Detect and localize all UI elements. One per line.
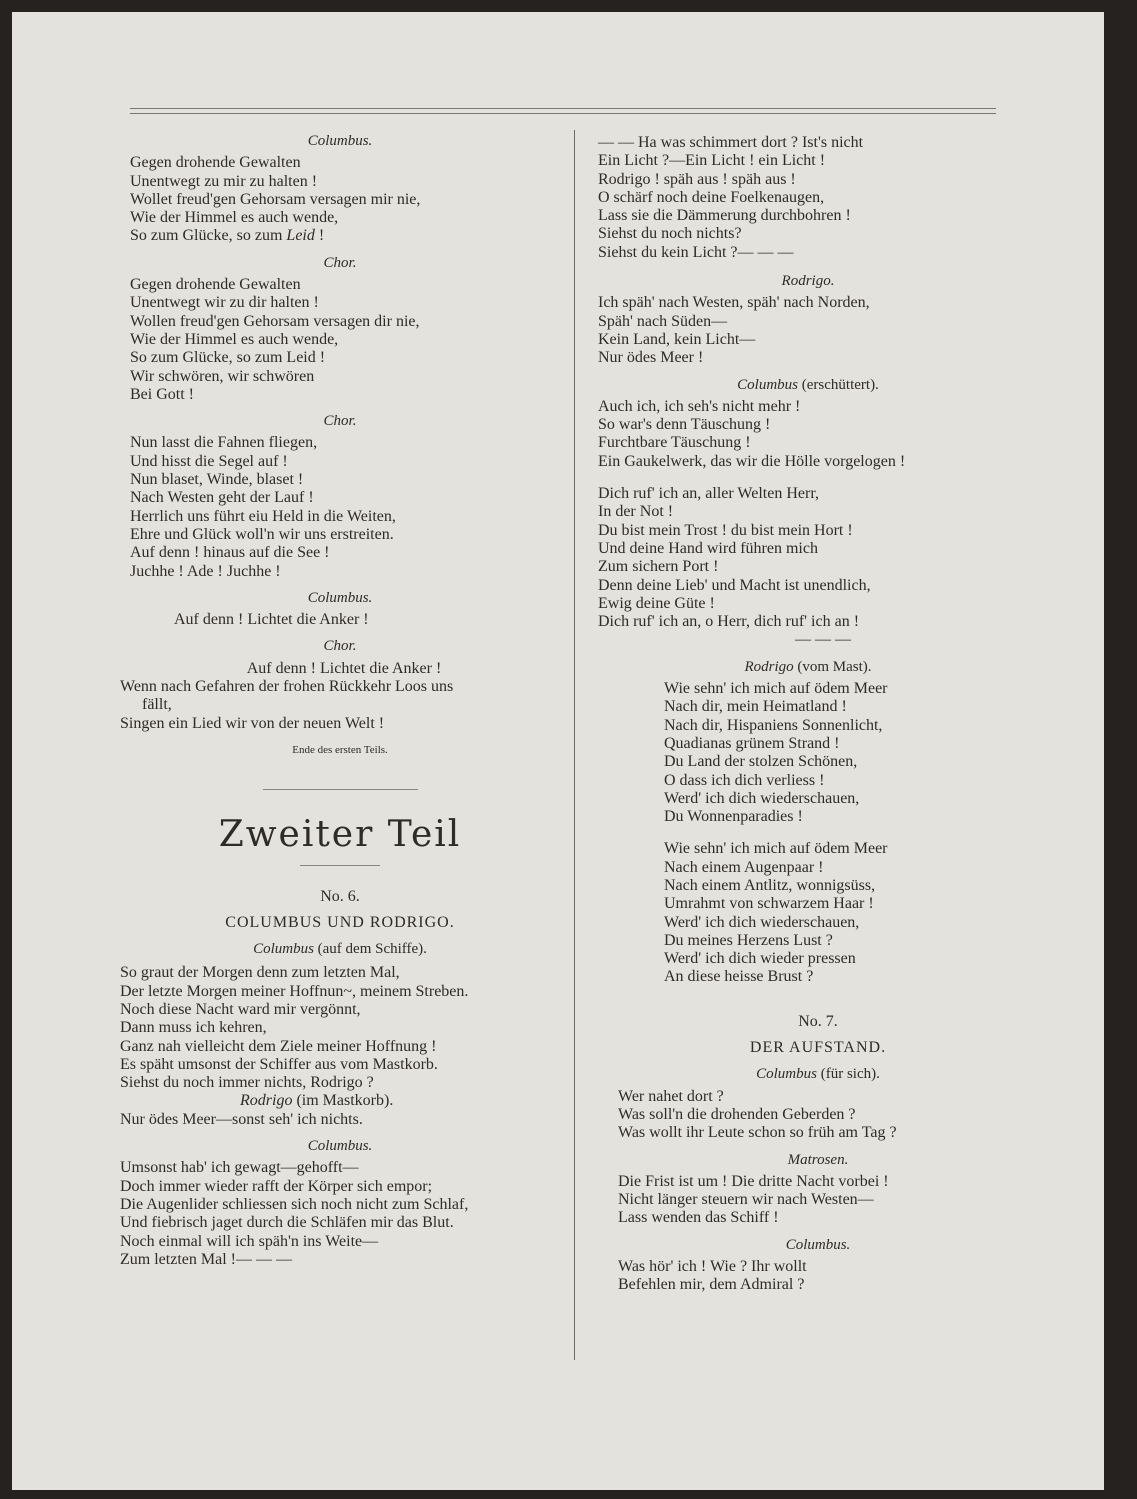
speaker-label: Chor. bbox=[323, 254, 357, 271]
verse-line: Herrlich uns führt eiu Held in die Weiten, bbox=[130, 507, 396, 525]
verse-line: So zum Glücke, so zum Leid ! bbox=[130, 349, 326, 367]
verse-line: Befehlen mir, dem Admiral ? bbox=[618, 1276, 805, 1294]
verse-line: Die Augenlider schliessen sich noch nicht zum Schlaf, bbox=[120, 1195, 469, 1213]
verse-line: Du bist mein Trost ! du bist mein Hort ! bbox=[598, 521, 853, 539]
speaker-label: Rodrigo. bbox=[781, 273, 835, 290]
verse bbox=[120, 1159, 560, 1269]
part-title: Zweiter Teil bbox=[218, 814, 462, 856]
verse-line: O schärf noch deine Foelkenaugen, bbox=[598, 188, 825, 206]
verse-line: Wollet freud'gen Gehorsam versagen mir nie, bbox=[130, 190, 421, 208]
verse-line: Nach einem Augenpaar ! bbox=[664, 858, 824, 876]
verse-line: Nun lasst die Fahnen fliegen, bbox=[130, 434, 318, 452]
verse-line: An diese heisse Brust ? bbox=[664, 968, 814, 986]
speaker-label: Columbus. bbox=[307, 133, 373, 149]
verse-line: Singen ein Lied wir von der neuen Welt ! bbox=[120, 714, 385, 732]
verse-line: So zum Glücke, so zum Leid ! bbox=[130, 227, 325, 245]
section-heading: DER AUFSTAND. bbox=[749, 1039, 887, 1057]
verse-line: Nur ödes Meer ! bbox=[598, 349, 704, 367]
verse-line: Unentwegt zu mir zu halten ! bbox=[130, 172, 318, 190]
verse-line: Wir schwören, wir schwören bbox=[130, 367, 315, 385]
verse-line: Auf denn ! hinaus auf die See ! bbox=[130, 544, 330, 562]
verse-line: Noch einmal will ich späh'n ins Weite— bbox=[120, 1232, 379, 1250]
verse bbox=[598, 398, 1018, 471]
verse bbox=[120, 276, 560, 404]
speaker-label: Columbus. bbox=[307, 1138, 373, 1155]
verse-line: Späh' nach Süden— bbox=[598, 312, 728, 330]
verse-line: Rodrigo (im Mastkorb). bbox=[240, 1092, 394, 1110]
number-heading: No. 7. bbox=[798, 1012, 838, 1030]
speaker-label: Columbus (erschüttert). bbox=[737, 376, 879, 393]
verse bbox=[598, 294, 1018, 367]
speaker-label: Chor. bbox=[323, 638, 357, 655]
verse-line: Rodrigo ! späh aus ! späh aus ! bbox=[598, 170, 796, 188]
verse-line: Was hör' ich ! Wie ? Ihr wollt bbox=[618, 1258, 807, 1276]
verse-line: Wie sehn' ich mich auf ödem Meer bbox=[664, 840, 888, 858]
verse-line: In der Not ! bbox=[598, 503, 674, 521]
stanza-gap bbox=[598, 471, 1018, 485]
page bbox=[12, 12, 1104, 1490]
verse-line: Dich ruf' ich an, aller Welten Herr, bbox=[598, 485, 820, 503]
verse-line: Wie der Himmel es auch wende, bbox=[130, 209, 339, 227]
verse-line: Bei Gott ! bbox=[130, 385, 194, 403]
verse bbox=[120, 964, 560, 1129]
verse-line: — — Ha was schimmert dort ? Ist's nicht bbox=[598, 134, 864, 151]
verse-line: Ein Licht ?—Ein Licht ! ein Licht ! bbox=[598, 152, 826, 170]
verse-line: Du Land der stolzen Schönen, bbox=[664, 753, 858, 771]
speaker-label: Columbus. bbox=[785, 1236, 851, 1253]
verse bbox=[598, 680, 1018, 826]
speaker-label: Columbus (für sich). bbox=[756, 1066, 880, 1083]
section-rule bbox=[263, 789, 418, 790]
verse-line: Unentwegt wir zu dir halten ! bbox=[130, 294, 319, 312]
verse-line: Und fiebrisch jaget durch die Schläfen mir das Blut. bbox=[120, 1214, 454, 1232]
verse-line: Dich ruf' ich an, o Herr, dich ruf' ich an ! bbox=[598, 613, 860, 631]
verse-line: So graut der Morgen denn zum letzten Mal, bbox=[120, 964, 400, 982]
verse-line: Lass wenden das Schiff ! bbox=[618, 1209, 779, 1227]
verse-line: Ich späh' nach Westen, späh' nach Norden, bbox=[598, 294, 870, 312]
verse-line: Werd' ich dich wiederschauen, bbox=[664, 913, 860, 931]
verse-line: Die Frist ist um ! Die dritte Nacht vorbei ! bbox=[618, 1172, 889, 1190]
number-heading: No. 6. bbox=[320, 887, 360, 905]
verse-line: Und deine Hand wird führen mich bbox=[598, 539, 818, 557]
verse-line: Siehst du kein Licht ?— — — bbox=[598, 243, 794, 261]
verse-line: Auf denn ! Lichtet die Anker ! bbox=[246, 659, 442, 677]
verse bbox=[120, 434, 560, 580]
verse-line: Du meines Herzens Lust ? bbox=[664, 931, 833, 949]
verse-line: Es späht umsonst der Schiffer aus vom Mastkorb. bbox=[120, 1055, 438, 1073]
verse-line: Umrahmt von schwarzem Haar ! bbox=[664, 895, 874, 913]
verse-line: Wie sehn' ich mich auf ödem Meer bbox=[664, 680, 888, 698]
verse bbox=[120, 154, 560, 245]
verse bbox=[120, 660, 560, 733]
verse-line: So war's denn Täuschung ! bbox=[598, 416, 771, 434]
verse bbox=[598, 840, 1018, 986]
verse-line: Nur ödes Meer—sonst seh' ich nichts. bbox=[120, 1110, 363, 1128]
verse-line: Siehst du noch immer nichts, Rodrigo ? bbox=[120, 1074, 374, 1092]
verse-line: Nicht länger steuern wir nach Westen— bbox=[618, 1191, 874, 1209]
verse-line: Nach dir, Hispaniens Sonnenlicht, bbox=[664, 716, 883, 734]
verse-line: Ehre und Glück woll'n wir uns erstreiten. bbox=[130, 525, 394, 543]
verse-line: Siehst du noch nichts? bbox=[598, 225, 742, 243]
verse-line: Gegen drohende Gewalten bbox=[130, 276, 301, 294]
verse bbox=[120, 611, 560, 629]
section-rule bbox=[300, 865, 380, 866]
verse-line: Wenn nach Gefahren der frohen Rückkehr Loos uns bbox=[120, 678, 454, 696]
verse-line: O dass ich dich verliess ! bbox=[664, 771, 825, 789]
speaker-label: Columbus (auf dem Schiffe). bbox=[253, 941, 427, 958]
section-heading: COLUMBUS UND RODRIGO. bbox=[225, 913, 455, 931]
verse-line: Nach einem Antlitz, wonnigsüss, bbox=[664, 876, 876, 894]
verse bbox=[598, 1258, 1018, 1295]
verse-line: Was soll'n die drohenden Geberden ? bbox=[618, 1105, 856, 1123]
verse-line: Nach dir, mein Heimatland ! bbox=[664, 698, 847, 716]
verse-line: Dann muss ich kehren, bbox=[120, 1019, 267, 1037]
verse-line: Gegen drohende Gewalten bbox=[130, 154, 301, 172]
speaker-label: Columbus. bbox=[307, 589, 373, 606]
left-column bbox=[120, 128, 560, 1269]
speaker-label: Matrosen. bbox=[787, 1151, 849, 1168]
speaker-label: Rodrigo (vom Mast). bbox=[744, 658, 872, 675]
verse-line: Lass sie die Dämmerung durchbohren ! bbox=[598, 207, 851, 225]
speaker-label: Chor. bbox=[323, 413, 357, 430]
verse-line: Nach Westen geht der Lauf ! bbox=[130, 489, 314, 507]
verse-line: Der letzte Morgen meiner Hoffnun~, meinem Streben. bbox=[120, 982, 469, 1000]
verse-line: Wie der Himmel es auch wende, bbox=[130, 330, 339, 348]
verse-line: fällt, bbox=[142, 696, 172, 714]
verse-line: Ganz nah vielleicht dem Ziele meiner Hoffnung ! bbox=[120, 1037, 437, 1055]
verse-line: Wollen freud'gen Gehorsam versagen dir nie, bbox=[130, 312, 420, 330]
verse-line: Werd' ich dich wiederschauen, bbox=[664, 789, 860, 807]
verse-line: Kein Land, kein Licht— bbox=[598, 330, 756, 348]
verse-line: Was wollt ihr Leute schon so früh am Tag ? bbox=[618, 1124, 897, 1142]
verse-line: Doch immer wieder rafft der Körper sich empor; bbox=[120, 1177, 433, 1195]
verse-line: Noch diese Nacht ward mir vergönnt, bbox=[120, 1000, 361, 1018]
verse-line: Auch ich, ich seh's nicht mehr ! bbox=[598, 397, 801, 415]
verse bbox=[598, 134, 1018, 262]
verse-line: Wer nahet dort ? bbox=[618, 1087, 724, 1105]
verse-line: Werd' ich dich wieder pressen bbox=[664, 950, 856, 968]
verse-line: Quadianas grünem Strand ! bbox=[664, 734, 840, 752]
verse-line: Ein Gaukelwerk, das wir die Hölle vorgelogen ! bbox=[598, 452, 906, 470]
verse-line: Denn deine Lieb' und Macht ist unendlich, bbox=[598, 576, 871, 594]
verse bbox=[598, 1088, 1018, 1143]
top-rule bbox=[130, 108, 996, 114]
right-column bbox=[598, 128, 1018, 1295]
verse-line: Zum sichern Port ! bbox=[598, 558, 719, 576]
verse-line: Und hisst die Segel auf ! bbox=[130, 452, 288, 470]
end-of-part-note: Ende des ersten Teils. bbox=[292, 743, 388, 756]
stanza-gap bbox=[598, 826, 1018, 840]
verse-line: Nun blaset, Winde, blaset ! bbox=[130, 471, 304, 489]
verse-line: Auf denn ! Lichtet die Anker ! bbox=[174, 611, 369, 629]
verse-line: Zum letzten Mal !— — — bbox=[120, 1250, 292, 1268]
verse bbox=[598, 485, 1018, 631]
dash-separator: — — — bbox=[795, 631, 851, 649]
verse-line: Ewig deine Güte ! bbox=[598, 594, 715, 612]
verse-line: Du Wonnenparadies ! bbox=[664, 808, 803, 826]
column-divider bbox=[574, 130, 575, 1360]
verse-line: Furchtbare Täuschung ! bbox=[598, 434, 751, 452]
verse-line: Juchhe ! Ade ! Juchhe ! bbox=[130, 562, 281, 580]
verse bbox=[598, 1173, 1018, 1228]
verse-line: Umsonst hab' ich gewagt—gehofft— bbox=[120, 1159, 359, 1177]
